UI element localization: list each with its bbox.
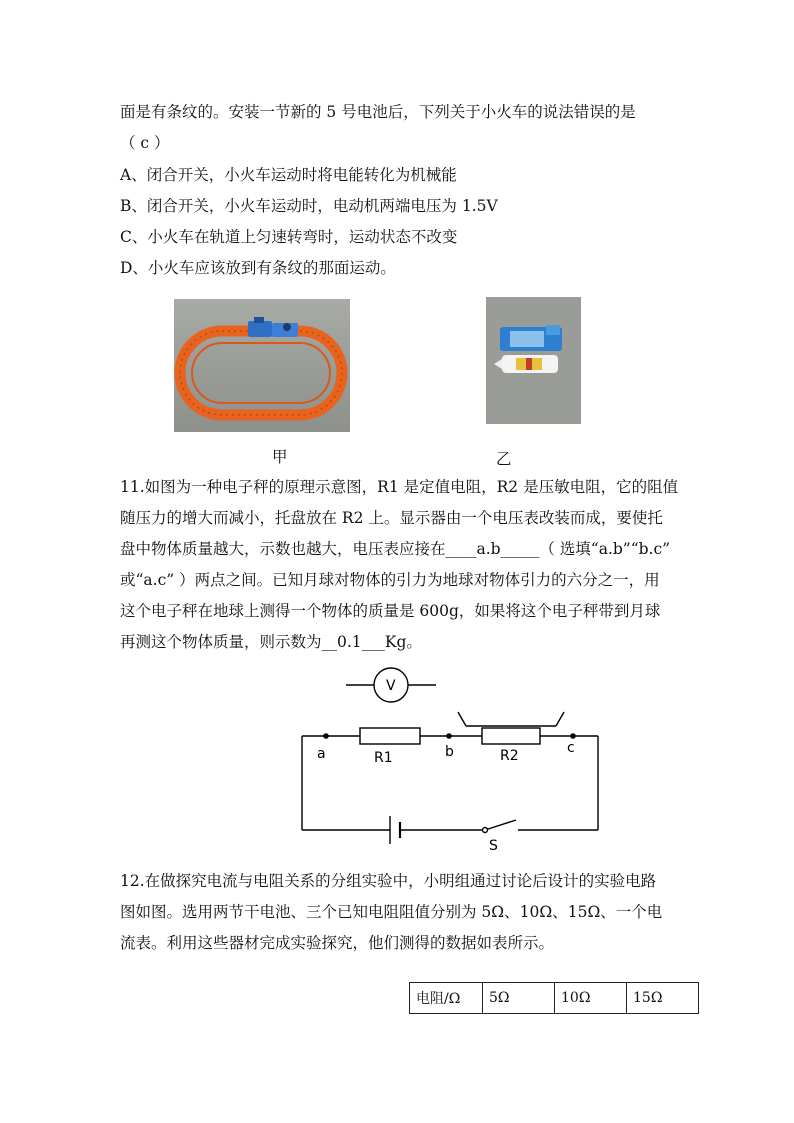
q10-text-line1: 面是有条纹的。安装一节新的 5 号电池后，下列关于小火车的说法错误的是 <box>120 103 636 121</box>
table-row <box>410 983 699 1014</box>
voltmeter-label: V <box>386 678 396 694</box>
q12-line3: 流表。利用这些器材完成实验探究，他们测得的数据如表所示。 <box>120 934 555 952</box>
q11-line3: 盘中物体质量越大，示数也越大，电压表应接在____a.b_____（ 选填“a.b”“b.c” <box>120 540 671 558</box>
table-header-cell: 电阻/Ω <box>410 983 483 1014</box>
q11-line2: 随压力的增大而减小，托盘放在 R2 上。显示器由一个电压表改装而成，要使托 <box>120 509 663 527</box>
q10-option-d: D、小火车应该放到有条纹的那面运动。 <box>120 259 396 277</box>
r1-label: R1 <box>374 750 393 766</box>
q10-option-b: B、闭合开关，小火车运动时，电动机两端电压为 1.5V <box>120 197 498 215</box>
table-cell: 10Ω <box>555 983 627 1014</box>
toy-train-track-photo <box>174 299 350 432</box>
point-b-label: b <box>445 744 454 760</box>
q11-line4: 或“a.c” ）两点之间。已知月球对物体的引力为地球对物体引力的六分之一，用 <box>120 571 660 589</box>
caption-yi: 乙 <box>496 450 512 468</box>
switch-label: S <box>489 838 498 854</box>
q11-line6: 再测这个物体质量，则示数为__0.1___Kg。 <box>120 633 422 651</box>
caption-jia: 甲 <box>272 448 288 466</box>
table-cell: 15Ω <box>627 983 699 1014</box>
q12-line2: 图如图。选用两节干电池、三个已知电阻阻值分别为 5Ω、10Ω、15Ω、一个电 <box>120 903 663 921</box>
q10-option-c: C、小火车在轨道上匀速转弯时，运动状态不改变 <box>120 228 458 246</box>
q11-line5: 这个电子秤在地球上测得一个物体的质量是 600g，如果将这个电子秤带到月球 <box>120 602 661 620</box>
electronic-scale-circuit-diagram <box>290 660 610 855</box>
q10-answer-line: （ c ） <box>120 134 170 152</box>
q11-line1: 11.如图为一种电子秤的原理示意图，R1 是定值电阻，R2 是压敏电阻，它的阻值 <box>120 478 679 496</box>
r2-label: R2 <box>500 748 519 764</box>
train-battery-photo <box>486 297 581 424</box>
point-a-label: a <box>317 746 326 762</box>
q10-option-a: A、闭合开关，小火车运动时将电能转化为机械能 <box>120 166 457 184</box>
q12-line1: 12.在做探究电流与电阻关系的分组实验中，小明组通过讨论后设计的实验电路 <box>120 872 657 890</box>
point-c-label: c <box>567 740 575 756</box>
resistance-data-table <box>409 982 699 1014</box>
table-cell: 5Ω <box>483 983 555 1014</box>
